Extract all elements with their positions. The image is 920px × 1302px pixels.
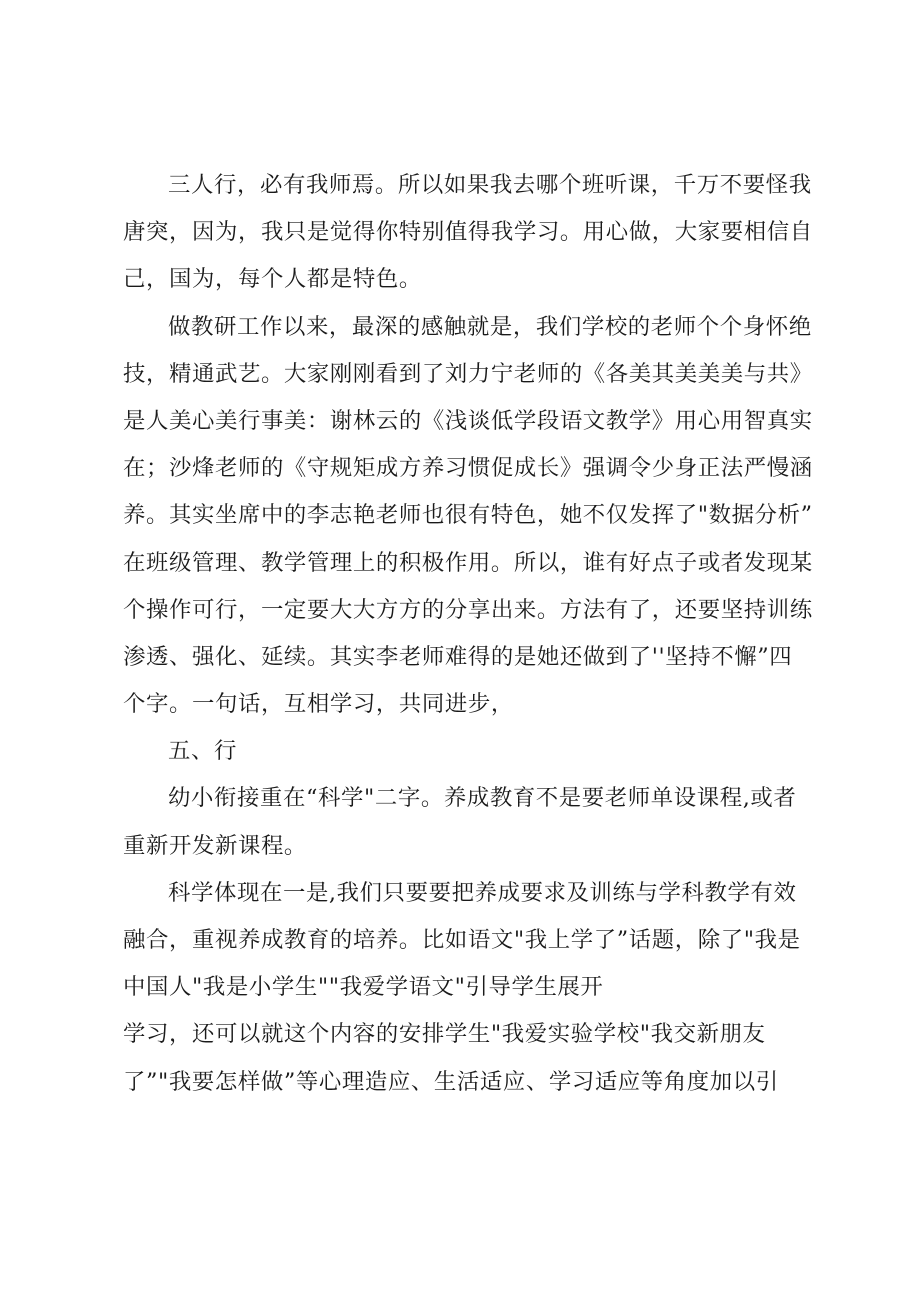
text-line: 养。其实坐席中的李志艳老师也很有特色，她不仅发挥了"数据分析”	[123, 502, 813, 529]
text-line: 做教研工作以来，最深的感触就是，我们学校的老师个个身怀绝	[168, 313, 812, 340]
text-line: 是人美心美行事美：谢林云的《浅谈低学段语文教学》用心用智真实	[123, 407, 813, 434]
text-line: 技，精通武艺。大家刚刚看到了刘力宁老师的《各美其美美美与共》	[123, 360, 813, 387]
text-line: 学习，还可以就这个内容的安排学生"我爱实验学校"我交新朋友	[123, 1021, 766, 1048]
text-line: 科学体现在一是,我们只要要把养成要求及训练与学科教学有效	[168, 879, 797, 906]
text-line: 重新开发新课程。	[123, 832, 307, 859]
text-line: 渗透、强化、延续。其实李老师难得的是她还做到了''坚持不懈”四	[123, 643, 793, 670]
text-line: 己，国为，每个人都是特色。	[123, 266, 422, 293]
text-line: 在；沙烽老师的《守规矩成方养习惯促成长》强调令少身正法严慢涵	[123, 455, 813, 482]
document-body	[123, 162, 813, 1106]
text-line: 中国人"我是小学生""我爱学语文"引导学生展开	[123, 974, 604, 1001]
section-heading: 五、行	[168, 738, 237, 765]
text-line: 三人行，必有我师焉。所以如果我去哪个班听课，千万不要怪我	[168, 172, 812, 198]
text-line: 唐突，因为，我只是觉得你特别值得我学习。用心做，大家要相信自	[123, 219, 813, 246]
text-line: 幼小衔接重在“科学"二字。养成教育不是要老师单设课程,或者	[168, 785, 797, 812]
text-line: 个操作可行，一定要大大方方的分享出来。方法有了，还要坚持训练	[123, 596, 813, 623]
text-line: 在班级管理、教学管理上的积极作用。所以，谁有好点子或者发现某	[123, 549, 813, 576]
text-line: 融合，重视养成教育的培养。比如语文"我上学了”话题，除了"我是	[123, 927, 801, 953]
text-line: 个字。一句话，互相学习，共同进步，	[123, 691, 514, 718]
text-line: 了”"我要怎样做”等心理造应、生活适应、学习适应等角度加以引	[123, 1068, 779, 1095]
